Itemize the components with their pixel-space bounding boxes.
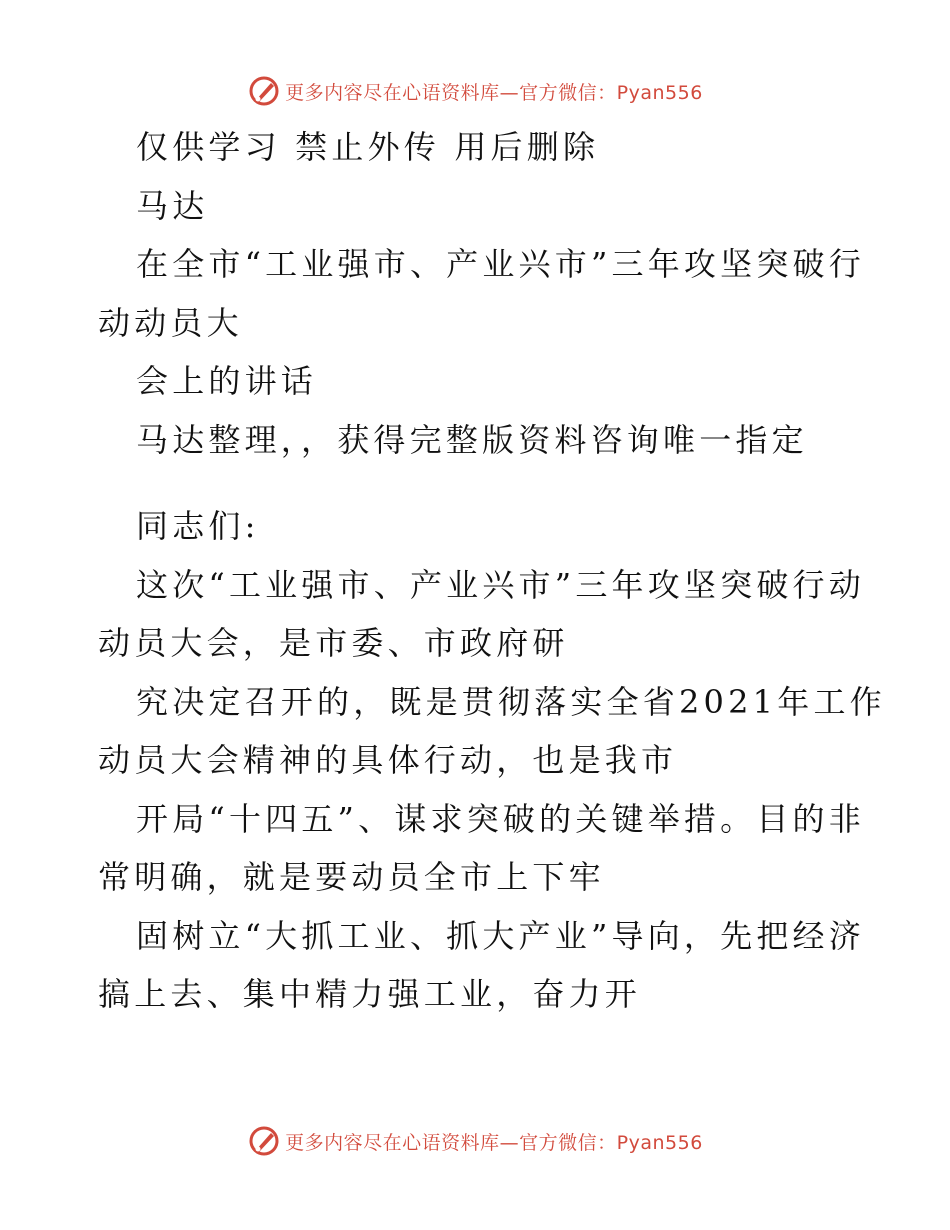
watermark-text: 更多内容尽在心语资料库—官方微信：Pyan556 [285,81,703,104]
pen-logo-icon [247,74,281,108]
body-line: 常明确，就是要动员全市上下牢 [98,858,605,896]
body-line: 动动员大 [98,303,243,342]
body-line: 固树立“大抓工业、抓大产业”导向，先把经济 [136,916,865,955]
body-line: 会上的讲话 [136,362,318,400]
watermark-text: 更多内容尽在心语资料库—官方微信：Pyan556 [285,1131,703,1154]
body-line: 马达整理，，获得完整版资料咨询唯一指定 [136,420,808,459]
body-line: 开局“十四五”、谋求突破的关键举措。目的非 [136,799,865,838]
body-line: 动员大会，是市委、市政府研 [98,624,569,662]
footer-watermark [0,1124,950,1158]
body-line: 搞上去、集中精力强工业，奋力开 [98,975,642,1013]
body-line: 这次“工业强市、产业兴市”三年攻坚突破行动 [136,565,865,604]
body-line: 究决定召开的，既是贯彻落实全省2021年工作 [136,682,886,721]
header-watermark [0,74,950,108]
pen-logo-icon [247,1124,281,1158]
document-body [98,118,886,1024]
body-line: 马达 [136,186,209,225]
body-line: 动员大会精神的具体行动，也是我市 [98,741,678,779]
paragraph-gap [98,469,858,497]
body-line: 仅供学习 禁止外传 用后删除 [136,128,600,166]
body-line: 同志们: [136,507,260,545]
body-line: 在全市“工业强市、产业兴市”三年攻坚突破行 [136,245,865,283]
